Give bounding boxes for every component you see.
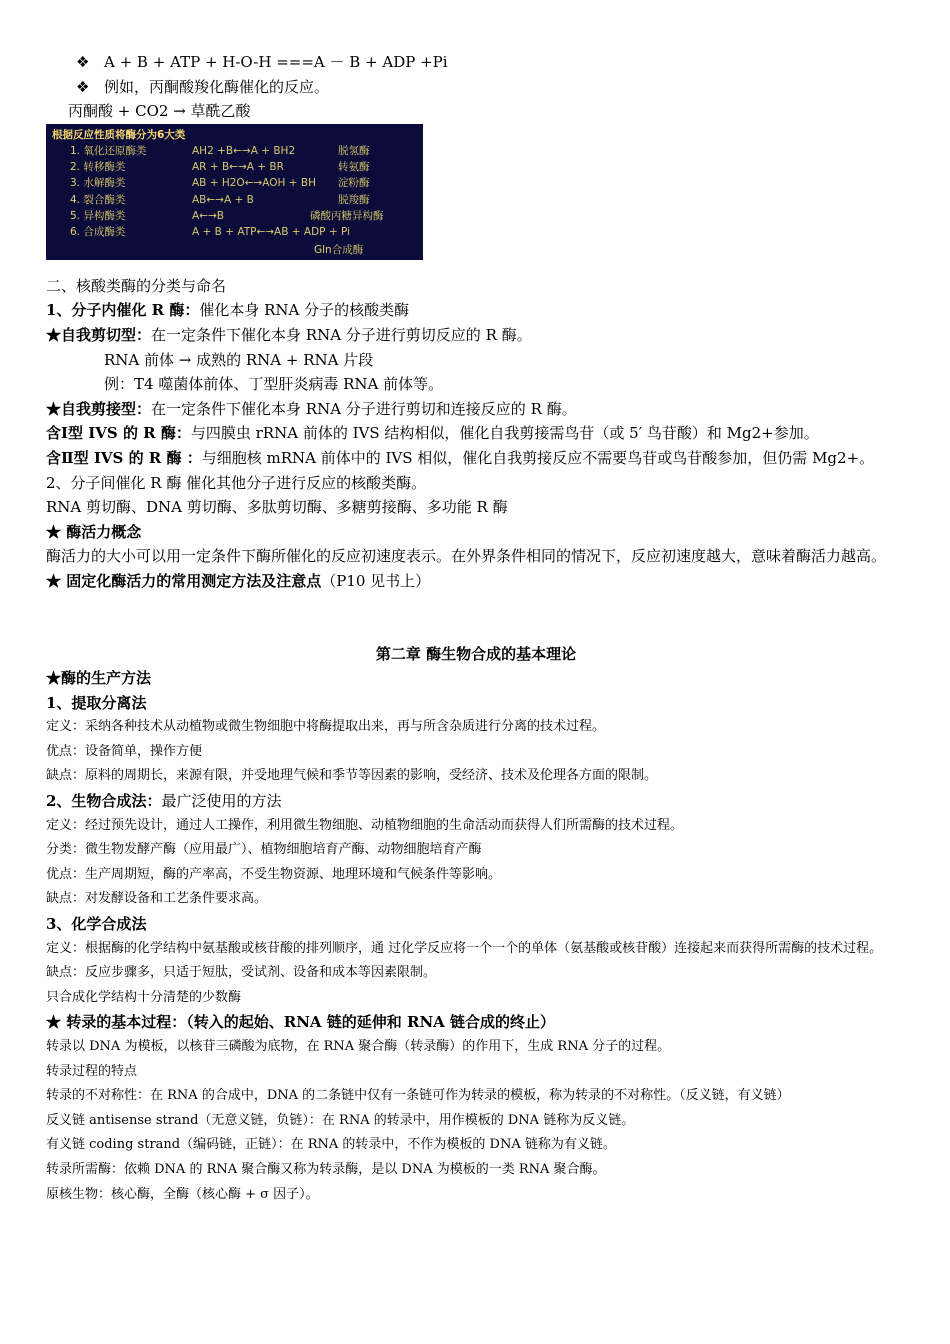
paragraph: 转录过程的特点 — [46, 1063, 138, 1079]
reaction-equation: A + B + ATP + H-O-H ===A － B + ADP +Pi — [104, 53, 448, 71]
term: ★自我剪接型： — [46, 399, 152, 418]
subheading: ★ 转录的基本过程：（转入的起始、RNA 链的延伸和 RNA 链合成的终止） — [46, 1013, 556, 1032]
definition: 在一定条件下催化本身 RNA 分子进行剪切反应的 R 酶。 — [151, 325, 532, 344]
bullet-mark: ❖ — [76, 77, 90, 96]
paragraph — [46, 397, 906, 422]
enzyme-row — [52, 208, 417, 224]
paragraph: 转录的不对称性：在 RNA 的合成中，DNA 的二条链中仅有一条链可作为转录的模板，称为转录的不对称性。（反义链，有义链） — [46, 1088, 790, 1104]
paragraph: 只合成化学结构十分清楚的少数酶 — [46, 989, 242, 1005]
bullet-item — [46, 50, 906, 75]
paragraph: 2、分子间催化 R 酶 催化其他分子进行反应的核酸类酶。 — [46, 473, 427, 492]
enzyme-class: 2. 转移酶类 — [70, 161, 126, 174]
enzyme-row — [52, 143, 417, 159]
example-text: 例如，丙酮酸羧化酶催化的反应。 — [104, 77, 330, 96]
enzyme-class: 1. 氧化还原酶类 — [70, 144, 147, 157]
paragraph: 定义：根据酶的化学结构中氨基酸或核苷酸的排列顺序，通 过化学反应将一个一个的单体（氨基酸或核苷酸）连接起来而获得所需酶的技术过程。 — [46, 940, 883, 956]
term: 含Ⅰ型 IVS 的 R 酶： — [46, 424, 191, 443]
enzyme-row — [52, 159, 417, 175]
enzyme-example: 磷酸丙糖异构酶 — [310, 209, 384, 222]
definition: 在一定条件下催化本身 RNA 分子进行剪切和连接反应的 R 酶。 — [151, 399, 577, 418]
definition: （P10 见书上） — [321, 571, 431, 590]
enzyme-table-title: 根据反应性质将酶分为6大类 — [52, 128, 186, 141]
subheading: ★ 酶活力概念 — [46, 522, 142, 541]
paragraph: 定义：经过预先设计，通过人工操作，利用微生物细胞、动植物细胞的生命活动而获得人们所需酶的技术过程。 — [46, 817, 684, 833]
enzyme-equation: A←→B — [192, 209, 224, 222]
paragraph: 缺点：反应步骤多，只适于短肽，受试剂、设备和成本等因素限制。 — [46, 965, 437, 981]
bullet-mark: ❖ — [76, 53, 90, 71]
enzyme-equation: AB + H2O←→AOH + BH — [192, 177, 317, 190]
paragraph — [46, 323, 906, 348]
enzyme-example: 淀粉酶 — [338, 177, 370, 190]
bullet-item — [46, 75, 906, 100]
paragraph: 定义：采纳各种技术从动植物或微生物细胞中将酶提取出来，再与所含杂质进行分离的技术过程。 — [46, 719, 606, 735]
method-title — [46, 789, 906, 814]
paragraph — [46, 298, 906, 323]
enzyme-row — [52, 192, 417, 208]
paragraph — [46, 421, 906, 446]
enzyme-class: 3. 水解酶类 — [70, 177, 126, 190]
paragraph: RNA 前体 → 成熟的 RNA + RNA 片段 — [104, 350, 374, 369]
paragraph: 分类：微生物发酵产酶（应用最广）、植物细胞培育产酶、动物细胞培育产酶 — [46, 842, 482, 858]
definition: 与四膜虫 rRNA 前体的 IVS 结构相似，催化自我剪接需鸟苷（或 5′ 鸟苷酸）和 Mg2+参加。 — [190, 424, 819, 443]
paragraph: 例：T4 噬菌体前体、丁型肝炎病毒 RNA 前体等。 — [104, 375, 444, 394]
paragraph: 反义链 antisense strand（无意义链，负链）：在 RNA 的转录中，用作模板的 DNA 链称为反义链。 — [46, 1112, 635, 1128]
paragraph: 缺点：原料的周期长，来源有限，并受地理气候和季节等因素的影响，受经济、技术及伦理各方面的限制。 — [46, 768, 658, 784]
definition: 催化本身 RNA 分子的核酸类酶 — [199, 301, 410, 320]
method-title: 3、化学合成法 — [46, 915, 147, 934]
term: ★自我剪切型： — [46, 325, 152, 344]
method-title: 1、提取分离法 — [46, 693, 147, 712]
term: 1、分子内催化 R 酶： — [46, 301, 200, 320]
enzyme-class: 5. 异构酶类 — [70, 209, 126, 222]
enzyme-equation: A + B + ATP←→AB + ADP + Pi — [192, 225, 350, 238]
paragraph: 优点：生产周期短，酶的产率高，不受生物资源、地理环境和气候条件等影响。 — [46, 866, 502, 882]
paragraph: 转录所需酶：依赖 DNA 的 RNA 聚合酶又称为转录酶，是以 DNA 为模板的一类 RNA 聚合酶。 — [46, 1161, 606, 1177]
enzyme-example: 脱羧酶 — [338, 193, 370, 206]
section-heading: 二、核酸类酶的分类与命名 — [46, 276, 227, 295]
term: ★ 固定化酶活力的常用测定方法及注意点 — [46, 571, 322, 590]
enzyme-classification-image — [46, 124, 423, 260]
definition: 与细胞核 mRNA 前体中的 IVS 相似，催化自我剪接反应不需要鸟苷或鸟苷酸参加，但仍需 Mg2+。 — [201, 448, 875, 467]
definition: 最广泛使用的方法 — [161, 792, 282, 811]
enzyme-equation: AR + B←→A + BR — [192, 161, 284, 174]
term: 含Ⅱ型 IVS 的 R 酶 ： — [46, 448, 202, 467]
enzyme-example: 脱氢酶 — [338, 144, 370, 157]
paragraph: RNA 剪切酶、DNA 剪切酶、多肽剪切酶、多糖剪接酶、多功能 R 酶 — [46, 498, 508, 517]
paragraph — [46, 446, 906, 471]
paragraph: 有义链 coding strand（编码链，正链）：在 RNA 的转录中，不作为模板的 DNA 链称为有义链。 — [46, 1137, 616, 1153]
enzyme-equation: AH2 +B←→A + BH2 — [192, 144, 296, 157]
paragraph: 缺点：对发酵设备和工艺条件要求高。 — [46, 891, 268, 907]
paragraph: 优点：设备简单，操作方便 — [46, 743, 203, 759]
enzyme-class: 4. 裂合酶类 — [70, 193, 126, 206]
enzyme-row — [52, 224, 417, 240]
term: 2、生物合成法： — [46, 792, 162, 811]
enzyme-class: 6. 合成酶类 — [70, 225, 126, 238]
enzyme-row — [52, 175, 417, 191]
reaction-line: 丙酮酸 + CO2 → 草酰乙酸 — [68, 102, 251, 121]
enzyme-example: 转氨酶 — [338, 161, 370, 174]
paragraph — [46, 569, 906, 594]
enzyme-equation: AB←→A + B — [192, 193, 254, 206]
paragraph: 转录以 DNA 为模板，以核苷三磷酸为底物，在 RNA 聚合酶（转录酶）的作用下，生成 RNA 分子的过程。 — [46, 1039, 671, 1054]
paragraph: 酶活力的大小可以用一定条件下酶所催化的反应初速度表示。在外界条件相同的情况下，反应初速度越大，意味着酶活力越高。 — [46, 547, 887, 566]
paragraph: 原核生物：核心酶，全酶（核心酶 + σ 因子）。 — [46, 1186, 319, 1202]
enzyme-table-footer: Gln合成酶 — [314, 243, 364, 256]
subheading: ★酶的生产方法 — [46, 669, 152, 688]
chapter-title: 第二章 酶生物合成的基本理论 — [375, 644, 577, 663]
document-page — [46, 50, 906, 1207]
